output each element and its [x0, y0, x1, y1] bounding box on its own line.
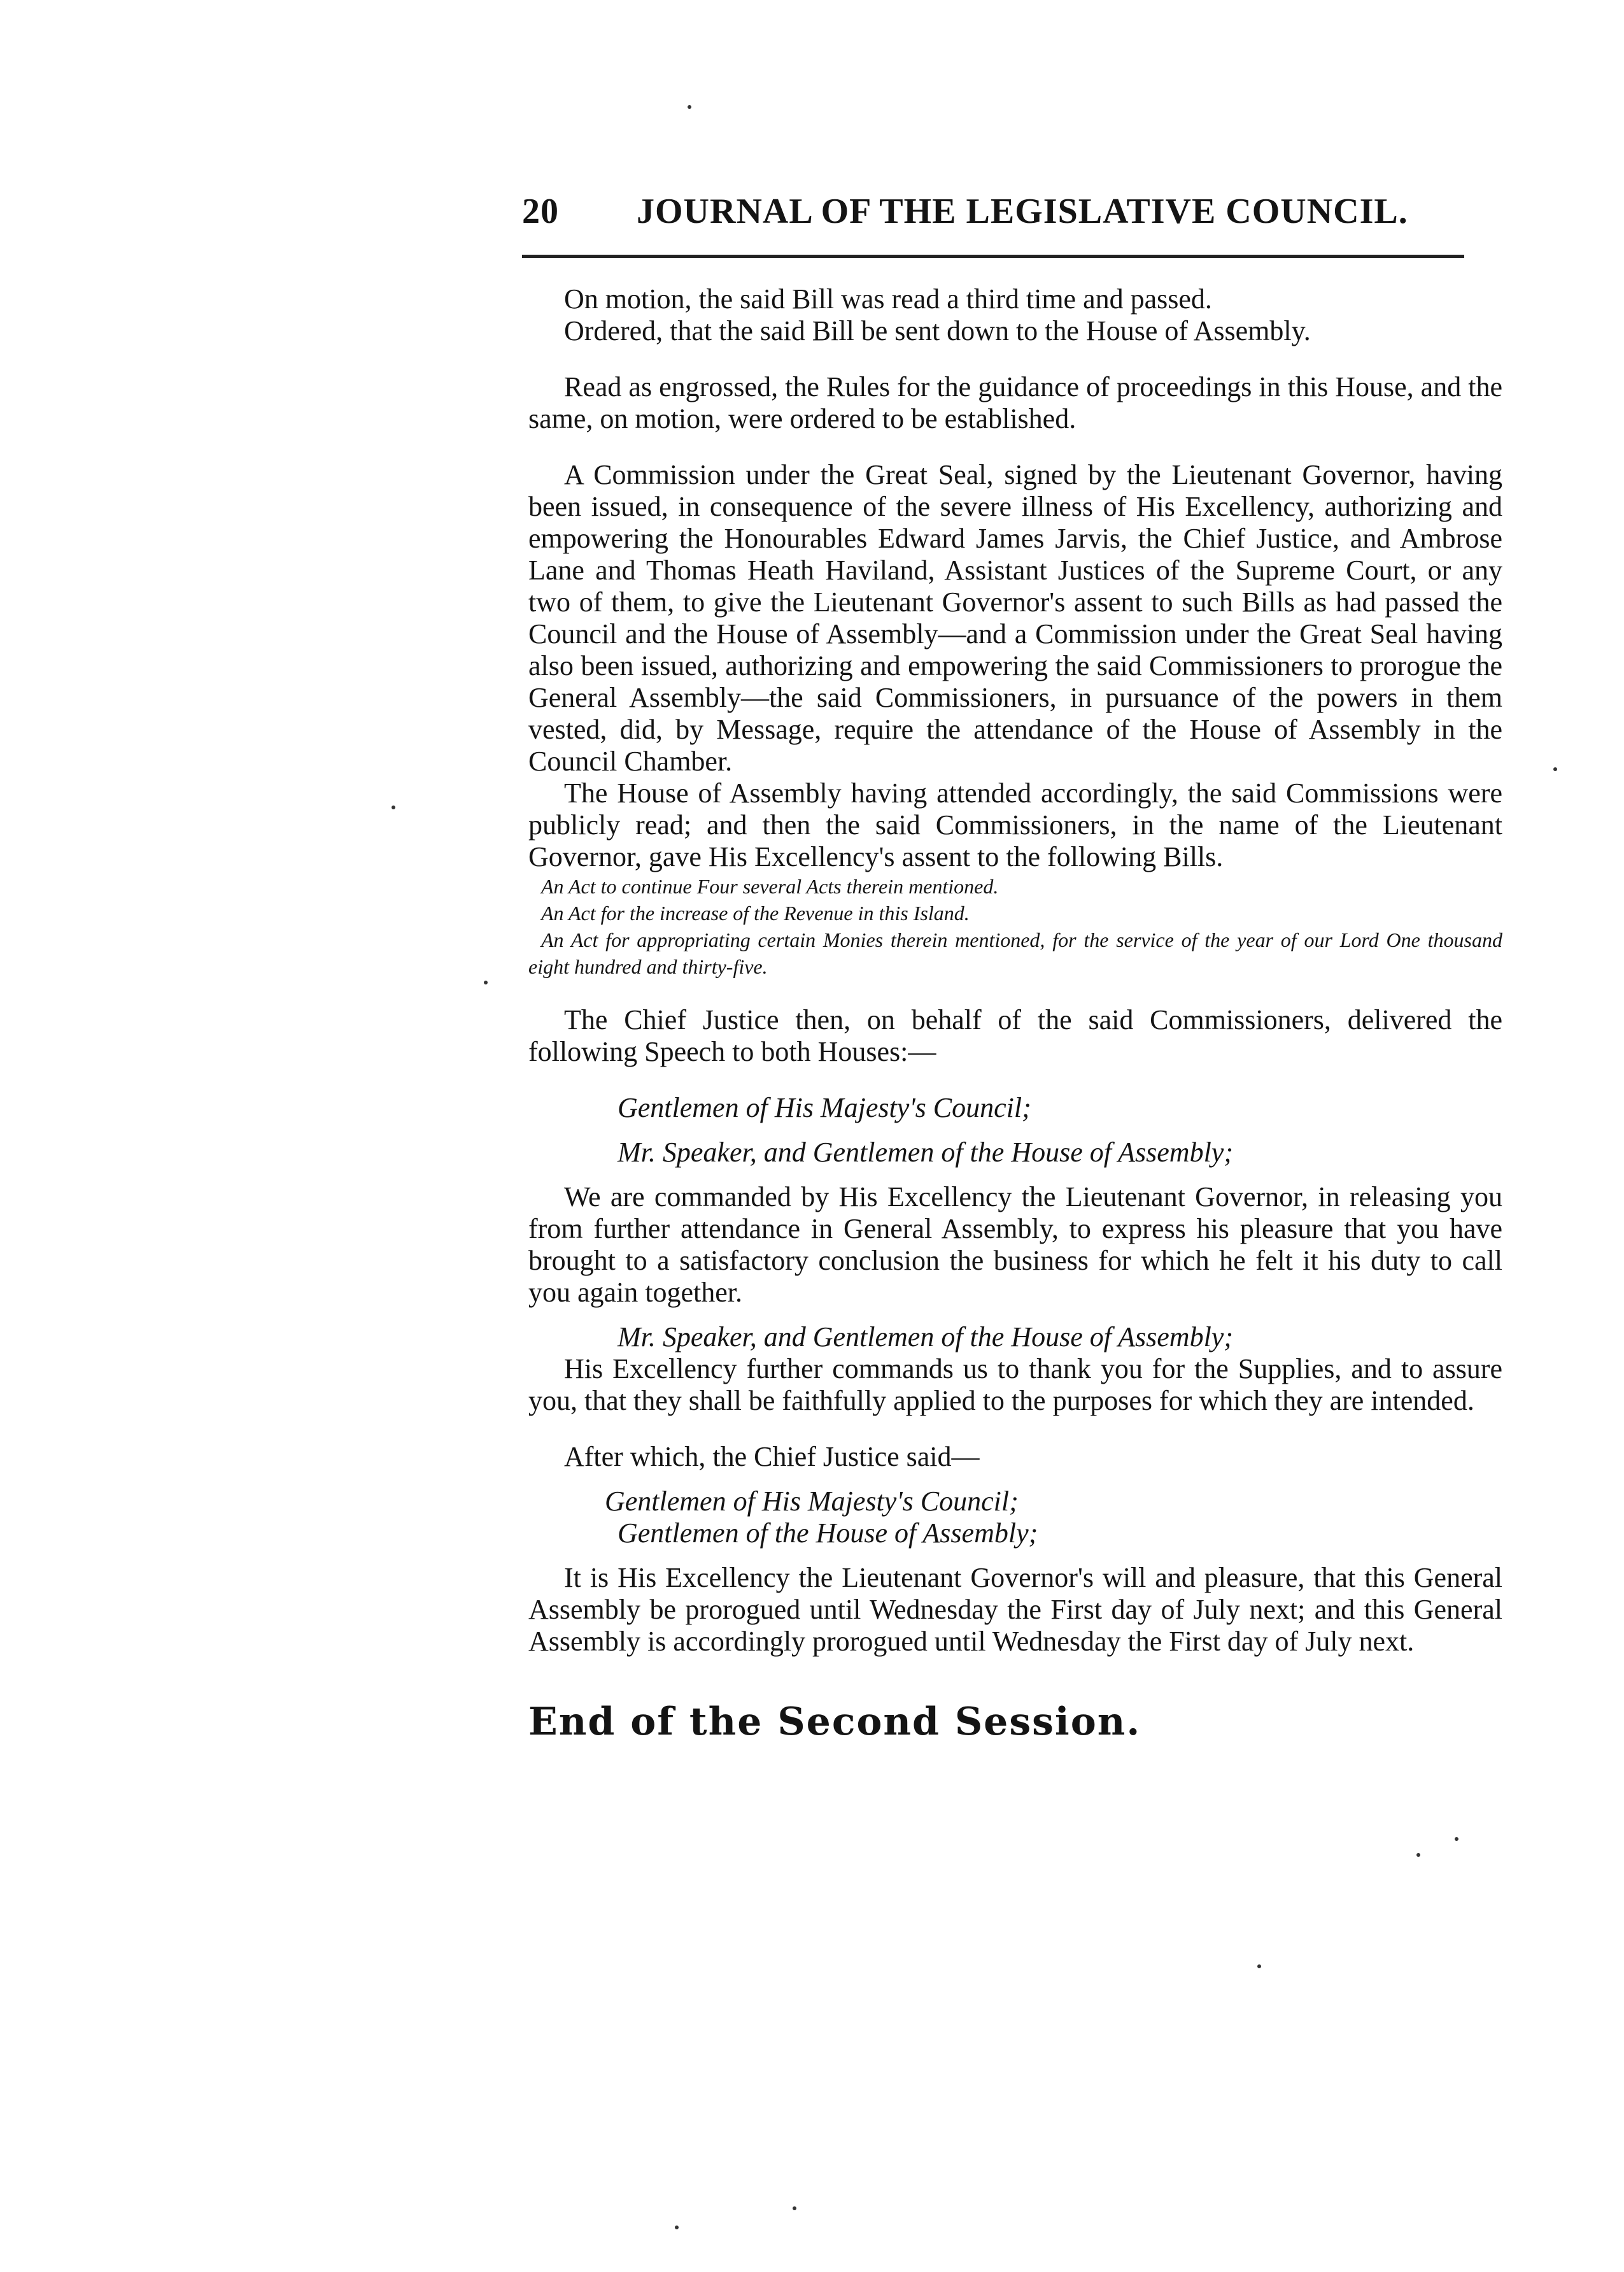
salutation-council: Gentlemen of His Majesty's Council;	[618, 1092, 1031, 1123]
paragraph-supplies: His Excellency further commands us to thank you for the Supplies, and to assure you, that they shall be faithfully applied to the purposes for which they are intended.	[528, 1353, 1502, 1416]
paper-speck	[1455, 1837, 1458, 1841]
paper-speck	[392, 806, 395, 809]
paper-speck	[1416, 1853, 1420, 1857]
paragraph-third-reading: On motion, the said Bill was read a third time and passed.	[564, 283, 1212, 315]
paper-speck	[688, 105, 691, 109]
paragraph-rules-engrossed: Read as engrossed, the Rules for the guidance of proceedings in this House, and the same, on motion, were ordered to be established.	[528, 371, 1502, 434]
header-rule	[522, 255, 1464, 258]
end-of-session-heading: End of the Second Session.	[528, 1700, 1141, 1744]
journal-body	[528, 283, 1502, 1744]
paragraph-prorogation: It is His Excellency the Lieutenant Governor's will and pleasure, that this General Assembly be prorogued until Wednesday the First day of July next; and this General Assembly is accordingly prorogued until Wednesday the First day of July next.	[528, 1562, 1502, 1657]
paragraph-after-which: After which, the Chief Justice said—	[564, 1441, 980, 1472]
page-header	[522, 191, 1451, 232]
paper-speck	[1257, 1964, 1261, 1968]
page-number: 20	[522, 192, 559, 231]
salutation-council-2: Gentlemen of His Majesty's Council;	[605, 1486, 1019, 1517]
paragraph-assembly-attended: The House of Assembly having attended accordingly, the said Commissions were publicly read; and then the said Commissioners, in the name of the Lieutenant Governor, gave His Excellency's assent to the following Bills.	[528, 777, 1502, 872]
paper-speck	[1553, 767, 1557, 771]
paragraph-speech-intro: The Chief Justice then, on behalf of the said Commissioners, delivered the following Speech to both Houses:—	[528, 1004, 1502, 1067]
paper-speck	[793, 2206, 796, 2210]
running-title: JOURNAL OF THE LEGISLATIVE COUNCIL.	[637, 192, 1408, 231]
bill-list	[528, 873, 1502, 980]
bill-item: An Act for the increase of the Revenue in this Island.	[541, 902, 970, 925]
salutation-speaker: Mr. Speaker, and Gentlemen of the House of Assembly;	[618, 1137, 1233, 1168]
paper-speck	[675, 2226, 679, 2229]
paragraph-releasing: We are commanded by His Excellency the Lieutenant Governor, in releasing you from further attendance in General Assembly, to express his pleasure that you have brought to a satisfactory conclusion the business for which he felt it his duty to call you again together.	[528, 1181, 1502, 1308]
bill-item: An Act to continue Four several Acts therein mentioned.	[541, 875, 999, 898]
paragraph-commission: A Commission under the Great Seal, signed by the Lieutenant Governor, having been issued, in consequence of the severe illness of His Excellency, authorizing and empowering the Honourables Edward James Jarvis, the Chief Justice, and Ambrose Lane and Thomas Heath Haviland, Assistant Justices of the Supreme Court, or any two of them, to give the Lieutenant Governor's assent to such Bills as had passed the Council and the House of Assembly—and a Commission under the Great Seal having also been issued, authorizing and empowering the said Commissioners to prorogue the General Assembly—the said Commissioners, in pursuance of the powers in them vested, did, by Message, require the attendance of the House of Assembly in the Council Chamber.	[528, 459, 1502, 777]
paper-speck	[484, 981, 488, 984]
paragraph-order-sent-down: Ordered, that the said Bill be sent down to the House of Assembly.	[564, 315, 1311, 346]
salutation-assembly: Gentlemen of the House of Assembly;	[618, 1517, 1038, 1549]
bill-item: An Act for appropriating certain Monies therein mentioned, for the service of the year of our Lord One thousand eight hundred and thirty-five.	[528, 928, 1502, 978]
salutation-speaker-2: Mr. Speaker, and Gentlemen of the House of Assembly;	[618, 1321, 1233, 1353]
